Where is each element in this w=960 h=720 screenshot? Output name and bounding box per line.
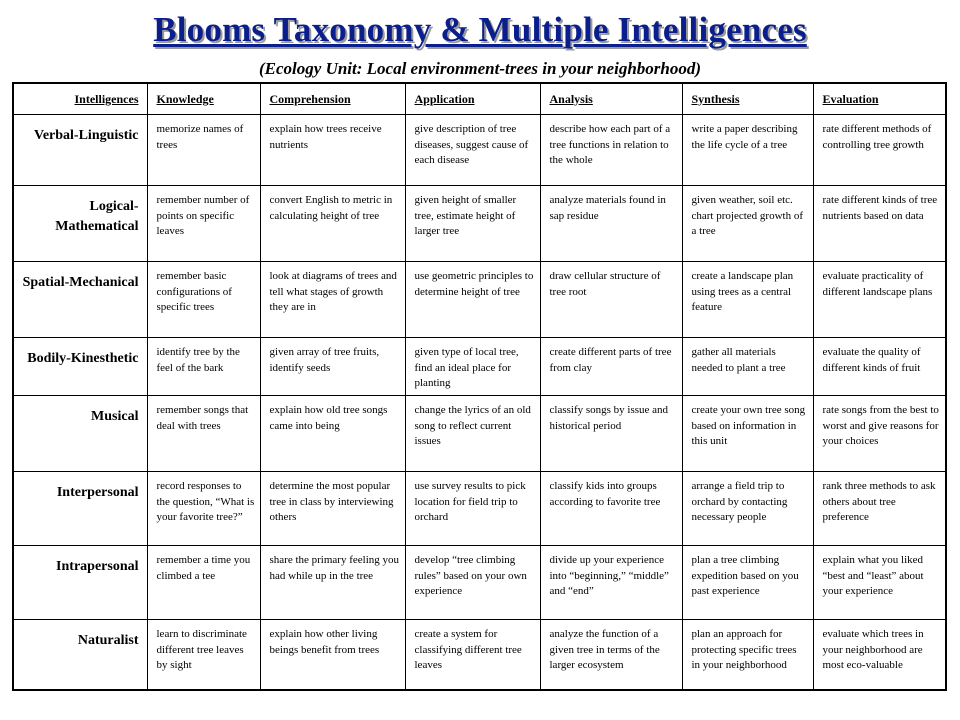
table-cell: create a system for classifying different tree leaves	[405, 620, 540, 690]
table-cell: explain how old tree songs came into being	[260, 396, 405, 472]
table-cell: create a landscape plan using trees as a central feature	[682, 262, 813, 338]
table-cell: plan an approach for protecting specific trees in your neighborhood	[682, 620, 813, 690]
table-row	[13, 546, 946, 620]
table-cell: determine the most popular tree in class by interviewing others	[260, 472, 405, 546]
table-cell: record responses to the question, “What is your favorite tree?”	[147, 472, 260, 546]
table-cell: explain how other living beings benefit from trees	[260, 620, 405, 690]
table-cell: give description of tree diseases, suggest cause of each disease	[405, 115, 540, 186]
row-header-logical-mathematical: Logical-Mathematical	[13, 186, 147, 262]
table-cell: use geometric principles to determine height of tree	[405, 262, 540, 338]
page-subtitle: (Ecology Unit: Local environment-trees in your neighborhood)	[259, 59, 701, 78]
row-header-interpersonal: Interpersonal	[13, 472, 147, 546]
table-cell: use survey results to pick location for field trip to orchard	[405, 472, 540, 546]
column-header-analysis: Analysis	[540, 83, 682, 115]
table-cell: memorize names of trees	[147, 115, 260, 186]
table-cell: create different parts of tree from clay	[540, 338, 682, 396]
table-row	[13, 472, 946, 546]
page-title: Blooms Taxonomy & Multiple Intelligences	[153, 10, 807, 49]
column-header-synthesis: Synthesis	[682, 83, 813, 115]
table-cell: analyze the function of a given tree in terms of the larger ecosystem	[540, 620, 682, 690]
table-cell: rate different methods of controlling tree growth	[813, 115, 946, 186]
table-cell: rate different kinds of tree nutrients based on data	[813, 186, 946, 262]
column-header-comprehension: Comprehension	[260, 83, 405, 115]
table-cell: explain how trees receive nutrients	[260, 115, 405, 186]
table-cell: classify songs by issue and historical period	[540, 396, 682, 472]
table-row	[13, 396, 946, 472]
table-cell: convert English to metric in calculating height of tree	[260, 186, 405, 262]
table-cell: write a paper describing the life cycle of a tree	[682, 115, 813, 186]
table-cell: develop “tree climbing rules” based on your own experience	[405, 546, 540, 620]
table-cell: gather all materials needed to plant a tree	[682, 338, 813, 396]
table-cell: evaluate which trees in your neighborhood are most eco-valuable	[813, 620, 946, 690]
table-row	[13, 338, 946, 396]
column-header-evaluation: Evaluation	[813, 83, 946, 115]
table-cell: describe how each part of a tree functions in relation to the whole	[540, 115, 682, 186]
table-cell: given weather, soil etc. chart projected growth of a tree	[682, 186, 813, 262]
header-row	[13, 83, 946, 115]
table-cell: rank three methods to ask others about tree preference	[813, 472, 946, 546]
table-row	[13, 620, 946, 690]
table-cell: draw cellular structure of tree root	[540, 262, 682, 338]
table-row	[13, 186, 946, 262]
table-cell: remember number of points on specific leaves	[147, 186, 260, 262]
table-cell: explain what you liked “best and “least” about your experience	[813, 546, 946, 620]
table-cell: remember a time you climbed a tee	[147, 546, 260, 620]
row-header-musical: Musical	[13, 396, 147, 472]
table-row	[13, 115, 946, 186]
row-header-verbal-linguistic: Verbal-Linguistic	[13, 115, 147, 186]
column-header-intelligences: Intelligences	[13, 83, 147, 115]
table-cell: analyze materials found in sap residue	[540, 186, 682, 262]
table-cell: create your own tree song based on information in this unit	[682, 396, 813, 472]
table-cell: learn to discriminate different tree leaves by sight	[147, 620, 260, 690]
table-cell: look at diagrams of trees and tell what stages of growth they are in	[260, 262, 405, 338]
table-cell: given height of smaller tree, estimate height of larger tree	[405, 186, 540, 262]
table-cell: divide up your experience into “beginning,” “middle” and “end”	[540, 546, 682, 620]
table-cell: rate songs from the best to worst and give reasons for your choices	[813, 396, 946, 472]
row-header-bodily-kinesthetic: Bodily-Kinesthetic	[13, 338, 147, 396]
table-cell: given type of local tree, find an ideal place for planting	[405, 338, 540, 396]
column-header-knowledge: Knowledge	[147, 83, 260, 115]
table-cell: classify kids into groups according to favorite tree	[540, 472, 682, 546]
table-cell: plan a tree climbing expedition based on you past experience	[682, 546, 813, 620]
table-row	[13, 262, 946, 338]
column-header-application: Application	[405, 83, 540, 115]
table-cell: remember songs that deal with trees	[147, 396, 260, 472]
table-cell: share the primary feeling you had while up in the tree	[260, 546, 405, 620]
table-cell: given array of tree fruits, identify seeds	[260, 338, 405, 396]
row-header-naturalist: Naturalist	[13, 620, 147, 690]
table-cell: evaluate practicality of different landscape plans	[813, 262, 946, 338]
row-header-intrapersonal: Intrapersonal	[13, 546, 147, 620]
table-cell: change the lyrics of an old song to reflect current issues	[405, 396, 540, 472]
table-cell: evaluate the quality of different kinds of fruit	[813, 338, 946, 396]
row-header-spatial-mechanical: Spatial-Mechanical	[13, 262, 147, 338]
table-cell: arrange a field trip to orchard by contacting necessary people	[682, 472, 813, 546]
taxonomy-table	[12, 82, 947, 691]
table-cell: identify tree by the feel of the bark	[147, 338, 260, 396]
table-cell: remember basic configurations of specific trees	[147, 262, 260, 338]
